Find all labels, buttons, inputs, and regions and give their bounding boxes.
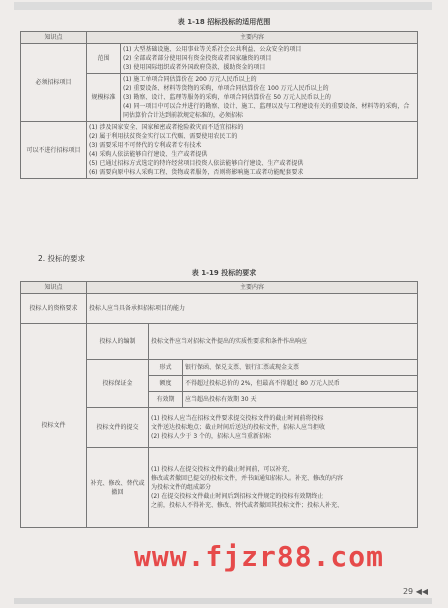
deposit-value: 不得超过投标总价的 2%，但最高不得超过 80 万元人民币 <box>183 376 418 392</box>
scale-lines: (1) 施工单项合同估算价在 200 万元人民币以上的 (2) 重要设备、材料等货物的采购，单项合同估算价在 100 万元人民币以上的 (3) 勘察、设计、监理等服务的采购，单项合同估算价在 50 万元人民币以上的 (4) 同一项目中可以合并进行的勘察、设计、施工、监理以及与工程建设有关的重要设备、材料等的采购，合同估算价合计达到前款规定标准的，必须招标 <box>121 74 418 122</box>
bid-requirements-table <box>20 281 418 528</box>
deposit-key: 有效期 <box>149 392 183 408</box>
scope-lines: (1) 大型基础设施、公用事业等关系社会公共利益、公众安全的项目 (2) 全部或者部分使用国有资金投资或者国家融资的项目 (3) 使用国际组织或者外国政府贷款、援助资金的项目 <box>121 44 418 74</box>
table2-caption: 表 1-19 投标的要求 <box>191 269 257 277</box>
exempt-lines: (1) 涉及国家安全、国家秘密或者抢险救灾而不适宜招标的 (2) 属于利用扶贫资金实行以工代赈、需要使用农民工的 (3) 需要采用不可替代的专利或者专有技术 (4) 采购人依法能够自行建设、生产或者提供 (5) 已通过招标方式选定的特许经营项目投资人依法能够自行建设、生产或者提供 (6) 需要向原中标人采购工程、货物或者服务，否则将影响施工或者功能配套要求 <box>87 122 418 179</box>
header-bar <box>14 2 432 10</box>
table-row <box>21 44 418 74</box>
header-knowledge: 知识点 <box>21 282 87 294</box>
deposit-key: 额度 <box>149 376 183 392</box>
sub-text: 投标文件应当对招标文件提出的实质性要求和条件作出响应 <box>149 324 418 360</box>
sub-label: 规模标准 <box>87 74 121 122</box>
footer-bar <box>14 598 432 604</box>
section-heading: 2. 投标的要求 <box>38 254 86 263</box>
table-row <box>21 122 418 179</box>
deposit-key: 形式 <box>149 360 183 376</box>
table-header-row <box>21 282 418 294</box>
sub-label: 投标文件的提交 <box>87 408 149 448</box>
watermark-text: www.fjzr88.com <box>134 540 385 573</box>
table-row <box>21 294 418 324</box>
deposit-value: 银行保函、保兑支票、银行汇票或现金支票 <box>183 360 418 376</box>
amend-lines: (1) 投标人在提交投标文件的截止时间前，可以补充、 修改或者撤回已提交的投标文件，并书面通知招标人。补充、修改的内容 为投标文件的组成部分 (2) 在提交投标文件截止时间后到招标文件规定的投标有效期终止 之前，投标人不得补充、修改、替代或者撤回其投标文件；投标人补充、 <box>149 448 418 528</box>
scope-table <box>20 31 418 179</box>
sub-label: 投标保证金 <box>87 360 149 408</box>
table-row <box>21 324 418 360</box>
sub-label: 投标人的编制 <box>87 324 149 360</box>
header-content: 主要内容 <box>87 32 418 44</box>
table1-caption: 表 1-18 招标投标的适用范围 <box>177 18 271 26</box>
header-knowledge: 知识点 <box>21 32 87 44</box>
sub-label: 补充、修改、替代或撤回 <box>87 448 149 528</box>
row-label: 必须招标项目 <box>21 44 87 122</box>
submit-lines: (1) 投标人应当在招标文件要求提交投标文件的截止时间前将投标 文件送达投标地点；截止时间后送达的投标文件，招标人应当拒收 (2) 投标人少于 3 个的，招标人应当重新招标 <box>149 408 418 448</box>
table-header-row <box>21 32 418 44</box>
header-content: 主要内容 <box>87 282 418 294</box>
sub-label: 范围 <box>87 44 121 74</box>
row-text: 投标人应当具备承担招标项目的能力 <box>87 294 418 324</box>
row-label: 投标文件 <box>21 324 87 528</box>
row-label: 投标人的资格要求 <box>21 294 87 324</box>
row-label: 可以不进行招标项目 <box>21 122 87 179</box>
page-number: 29 ◀◀ <box>402 587 428 596</box>
deposit-value: 应当超出投标有效期 30 天 <box>183 392 418 408</box>
